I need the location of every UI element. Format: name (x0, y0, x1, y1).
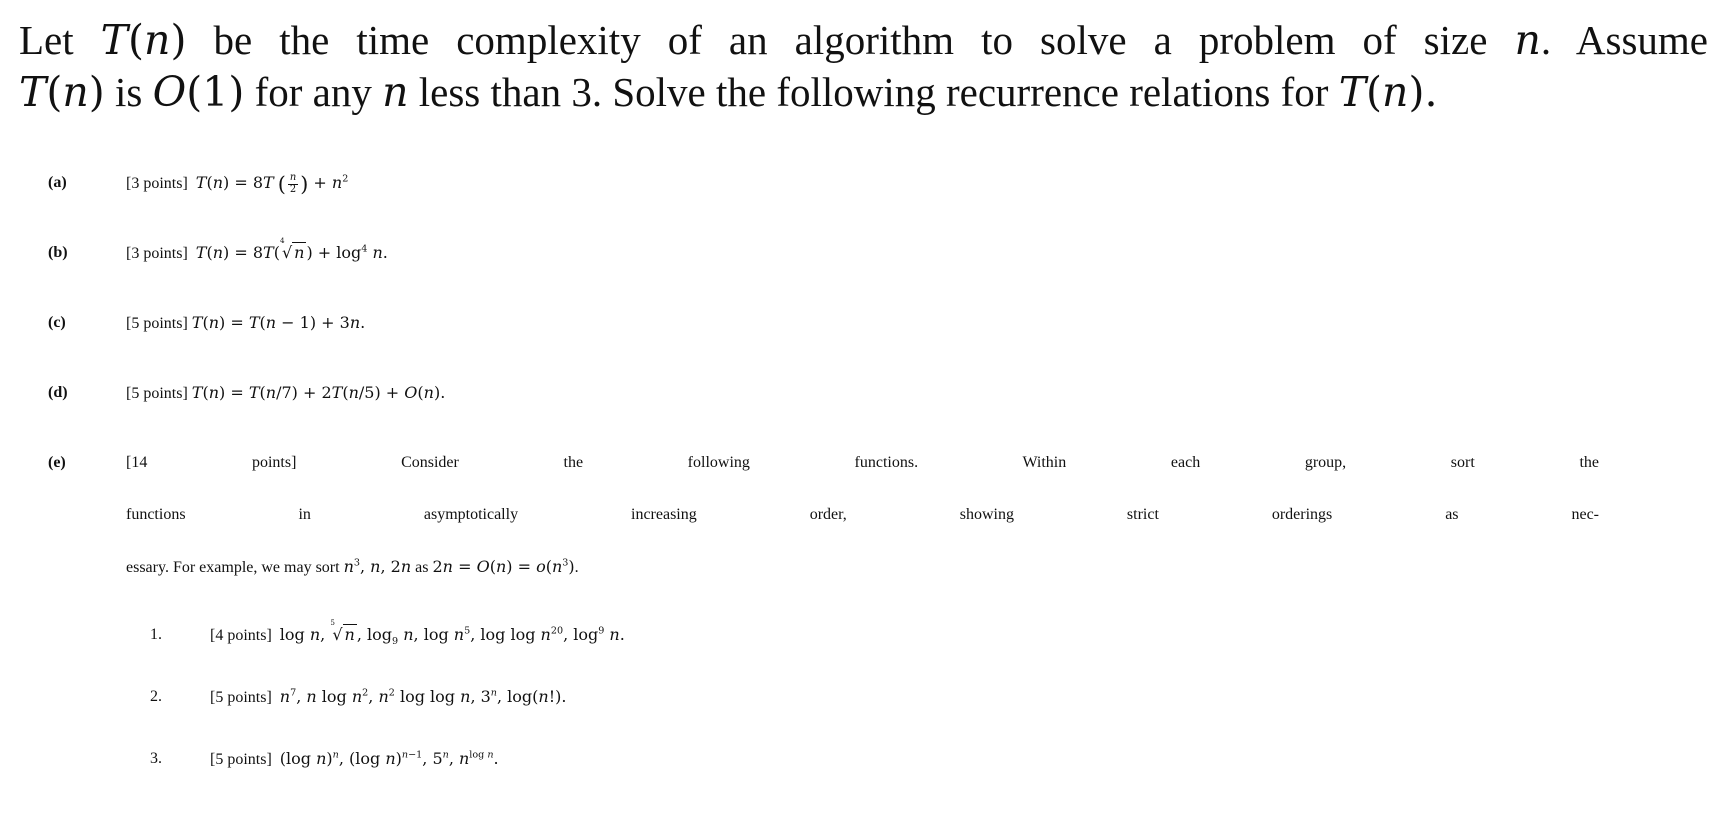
problem-b (48, 218, 1708, 288)
subitem-points: [4 points] (210, 627, 272, 644)
problem-equation: T(n) = 8T ( $\frac{n}{2}$ ) + $n^2$ (195, 172, 349, 196)
intro-text: is (104, 69, 153, 115)
problem-e-line-1 (126, 437, 1599, 489)
intro-text: be the time complexity of an algorithm to solve a problem of size (186, 17, 1515, 63)
problem-points: [5 points] (126, 315, 188, 332)
math-n: n (144, 16, 171, 64)
math-T: T (100, 16, 129, 64)
problem-e-line-2: functions in asymptotically increasing order, showing strict orderings as nec- (126, 506, 1599, 523)
problem-label: (a) (48, 174, 67, 191)
problem-e-line-3: essary. For example, we may sort $n^3$, n, 2n as $2n = O(n) = o(n^3)$. (126, 557, 579, 576)
problem-text: as (411, 559, 433, 576)
intro-text: less than 3. Solve the following recurrence relations for (408, 69, 1339, 115)
problem-label: (e) (48, 454, 66, 471)
math-one: (1) (186, 68, 245, 116)
intro-text: for any (244, 69, 383, 115)
intro-line-2 (19, 66, 1709, 118)
problem-a (48, 148, 1708, 218)
problem-text: essary. For example, we may sort (126, 559, 344, 576)
math-O: O (152, 68, 187, 116)
problem-text: Consider the following functions. Within each group, sort the (401, 454, 1600, 471)
problem-c (48, 288, 1708, 358)
subitem-3 (150, 728, 1708, 790)
problem-label: (c) (48, 314, 66, 331)
subitem-functions: (log n)$^n$, (log n)$^{n-1}$, 5$^n$, $n^{log n}$. (279, 749, 499, 768)
document-page (19, 14, 1709, 118)
problem-points: [14 points] (126, 454, 297, 471)
math-paren: ( (128, 16, 145, 64)
intro-text: . Assume (1540, 17, 1708, 63)
math-T: T (1338, 68, 1367, 116)
math-paren: ). (1408, 68, 1438, 116)
subitem-points: [5 points] (210, 751, 272, 768)
problem-text: . (574, 559, 579, 576)
math-n: n (62, 68, 89, 116)
subitem-functions: $n^7$, n $\log n^2$, $n^2$ log log n, 3$^n$, log(n!). (279, 687, 567, 706)
problem-points: [3 points] (126, 175, 188, 192)
math-paren: ) (88, 68, 105, 116)
subitem-2 (150, 666, 1708, 728)
intro-line-1 (19, 14, 1708, 66)
subitem-1 (150, 604, 1708, 666)
subitem-number: 1. (150, 626, 162, 643)
subitem-list (150, 604, 1708, 790)
math-paren: ( (46, 68, 63, 116)
subitem-number: 3. (150, 750, 162, 767)
problem-points: [3 points] (126, 245, 188, 262)
subitem-functions: log n, 5 √ n , $\log_9 n$, $\log n^5$, $\log \log n^{20}$, $\log^9 n$. (279, 618, 625, 648)
subitem-number: 2. (150, 688, 162, 705)
math-n: n (382, 68, 409, 116)
math-n: n (1514, 16, 1541, 64)
problem-equation: T(n) = 8T( 4 √ n ) + $\log^4 n$. (195, 236, 388, 262)
math-n: n (1382, 68, 1409, 116)
problem-equation: T(n) = T(n/7) + 2T(n/5) + O(n). (191, 383, 446, 402)
problem-e (48, 428, 1708, 790)
problem-label: (d) (48, 384, 68, 401)
problem-equation: T(n) = T(n − 1) + 3n. (191, 313, 366, 332)
intro-text: Let (19, 17, 101, 63)
subitem-points: [5 points] (210, 689, 272, 706)
problem-list (48, 148, 1708, 790)
math-paren: ) (170, 16, 187, 64)
math-T: T (19, 68, 47, 116)
problem-points: [5 points] (126, 385, 188, 402)
math-paren: ( (1366, 68, 1383, 116)
problem-label: (b) (48, 244, 68, 261)
problem-d (48, 358, 1708, 428)
